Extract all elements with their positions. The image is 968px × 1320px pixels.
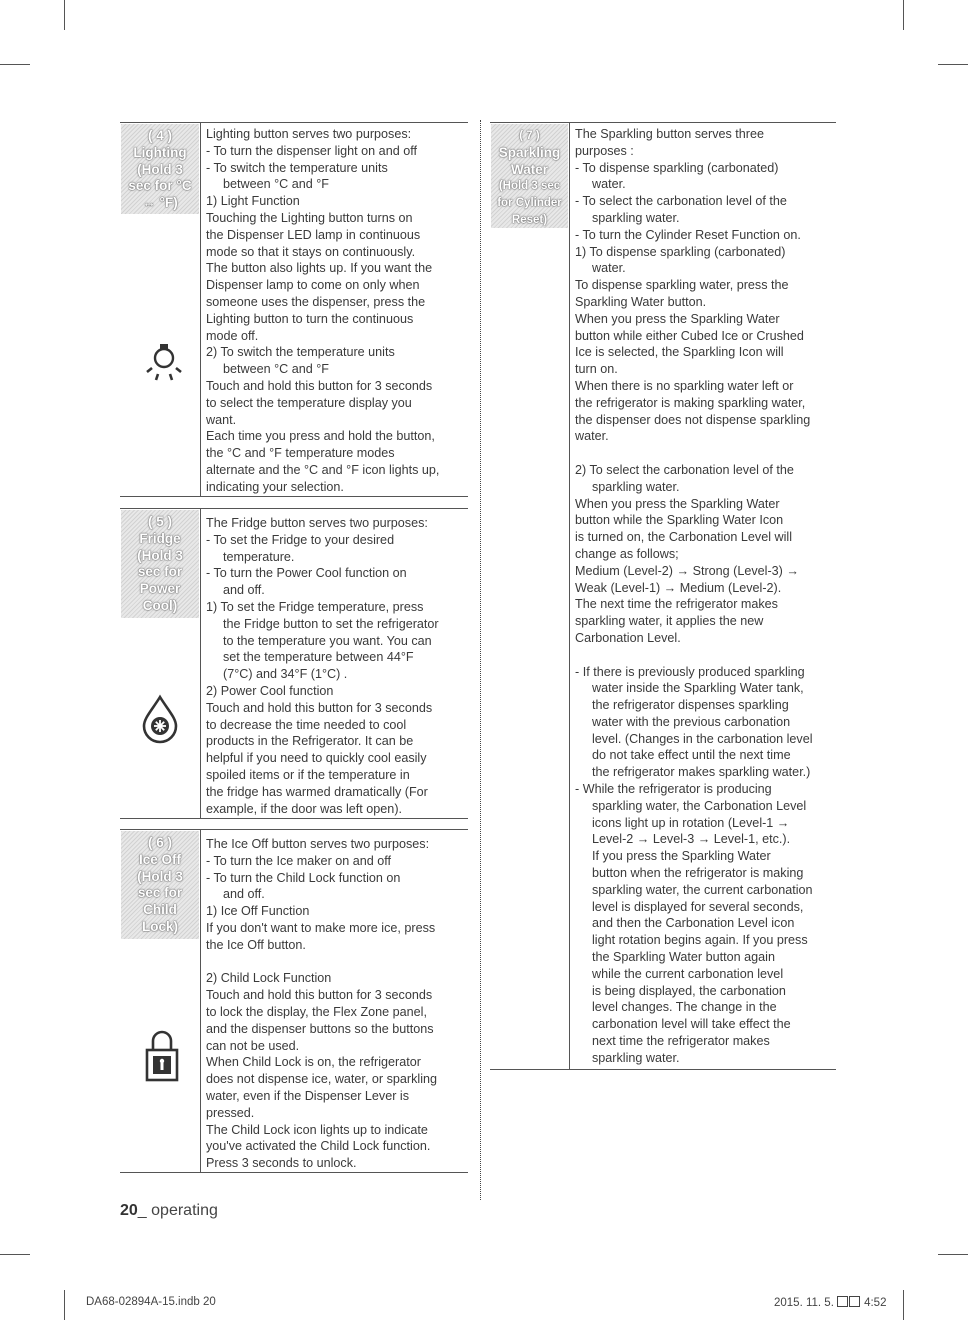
power-cool-droplet-icon bbox=[140, 694, 180, 749]
text-line: icons light up in rotation (Level-1 → bbox=[592, 815, 790, 830]
text-line: and off. bbox=[223, 583, 265, 598]
crop-mark bbox=[64, 0, 65, 30]
text-line: level changes. The change in the bbox=[592, 1000, 777, 1015]
text-line: change as follows; bbox=[575, 546, 679, 561]
text-line: mode so that it stays on continuously. bbox=[206, 244, 416, 259]
text-line: Weak (Level-1) → Medium (Level-2). bbox=[575, 580, 782, 595]
text-line: example, if the door was left open). bbox=[206, 801, 403, 816]
text-line: Press 3 seconds to unlock. bbox=[206, 1156, 357, 1171]
text-line: is turned on, the Carbonation Level will bbox=[575, 530, 793, 545]
text-line: sparkling water. bbox=[592, 479, 680, 494]
text-line: next time the refrigerator makes bbox=[592, 1034, 770, 1049]
text-line: the Ice Off button. bbox=[206, 937, 306, 952]
text-line: 2) To switch the temperature units bbox=[206, 345, 395, 360]
text-line: the Dispenser LED lamp in continuous bbox=[206, 227, 421, 242]
text-line: If you press the Sparkling Water bbox=[592, 849, 771, 864]
text-line: the °C and °F temperature modes bbox=[206, 446, 395, 461]
print-date: 2015. 11. 5. 4:52 bbox=[774, 1297, 887, 1309]
text-line: - To turn the dispenser light on and off bbox=[206, 143, 417, 158]
text-line: level. (Changes in the carbonation level bbox=[592, 731, 813, 746]
text-line: the Fridge button to set the refrigerator bbox=[223, 616, 439, 631]
sparkling-label: ( 7 ) Sparkling Water (Hold 3 sec for Cylinder Reset) bbox=[491, 124, 568, 228]
text-line: button while either Cubed Ice or Crushed bbox=[575, 328, 804, 343]
text-line: (7°C) and 34°F (1°C) . bbox=[223, 667, 348, 682]
text-line bbox=[575, 647, 813, 664]
text-line: Lighting button to turn the continuous bbox=[206, 311, 414, 326]
text-line: - While the refrigerator is producing bbox=[575, 782, 772, 797]
text-line: to decrease the time needed to cool bbox=[206, 717, 407, 732]
text-line: purposes : bbox=[575, 143, 634, 158]
text-line: Touching the Lighting button turns on bbox=[206, 210, 413, 225]
text-line: Level-2 → Level-3 → Level-1, etc.). bbox=[592, 832, 791, 847]
text-line: do not take effect until the next time bbox=[592, 748, 791, 763]
text-line: the fridge has warmed dramatically (For bbox=[206, 784, 428, 799]
text-line: The Fridge button serves two purposes: bbox=[206, 516, 428, 530]
text-line: - To turn the Ice maker on and off bbox=[206, 853, 392, 868]
text-line: When you press the Sparkling Water bbox=[575, 496, 780, 511]
text-line: sparkling water, the Carbonation Level bbox=[592, 798, 807, 813]
crop-mark bbox=[0, 1254, 30, 1255]
text-line: water inside the Sparkling Water tank, bbox=[592, 681, 804, 696]
text-line: button while the Sparkling Water Icon bbox=[575, 513, 784, 528]
text-line: To dispense sparkling water, press the bbox=[575, 278, 789, 293]
text-line: The next time the refrigerator makes bbox=[575, 597, 778, 612]
text-line: When there is no sparkling water left or bbox=[575, 378, 794, 393]
crop-mark bbox=[938, 1254, 968, 1255]
text-line: Touch and hold this button for 3 seconds bbox=[206, 700, 433, 715]
text-line: Sparkling Water button. bbox=[575, 294, 707, 309]
crop-mark bbox=[0, 64, 30, 65]
text-line: The Sparkling button serves three bbox=[575, 127, 765, 141]
lighting-label: ( 4 ) Lighting (Hold 3 sec for °C ↔ °F) bbox=[121, 124, 199, 214]
lighting-description bbox=[206, 126, 439, 496]
text-line: water. bbox=[592, 261, 626, 276]
text-line: turn on. bbox=[575, 362, 618, 377]
text-line: 2) Power Cool function bbox=[206, 683, 334, 698]
crop-mark bbox=[938, 64, 968, 65]
text-line bbox=[206, 954, 437, 971]
text-line: button when the refrigerator is making bbox=[592, 866, 804, 881]
text-line: Ice is selected, the Sparkling Icon will bbox=[575, 345, 784, 360]
text-line: 2) Child Lock Function bbox=[206, 971, 332, 986]
text-line bbox=[575, 445, 813, 462]
text-line: - To dispense sparkling (carbonated) bbox=[575, 160, 779, 175]
text-line: 1) Light Function bbox=[206, 194, 300, 209]
text-line: Dispenser lamp to come on only when bbox=[206, 278, 420, 293]
text-line: - To turn the Power Cool function on bbox=[206, 566, 407, 581]
text-line: and off. bbox=[223, 887, 265, 902]
text-line: 1) To set the Fridge temperature, press bbox=[206, 599, 424, 614]
text-line: the refrigerator dispenses sparkling bbox=[592, 698, 789, 713]
file-info: DA68-02894A-15.indb 20 bbox=[86, 1296, 216, 1308]
text-line: the refrigerator is making sparkling water, bbox=[575, 395, 806, 410]
text-line: and then the Carbonation Level icon bbox=[592, 916, 795, 931]
text-line: water with the previous carbonation bbox=[592, 714, 791, 729]
text-line: to select the temperature display you bbox=[206, 395, 412, 410]
text-line: you've activated the Child Lock function. bbox=[206, 1139, 431, 1154]
text-line: Medium (Level-2) → Strong (Level-3) → bbox=[575, 563, 799, 578]
text-line: to lock the display, the Flex Zone panel, bbox=[206, 1004, 427, 1019]
text-line: indicating your selection. bbox=[206, 479, 344, 494]
text-line: pressed. bbox=[206, 1105, 255, 1120]
text-line: alternate and the °C and °F icon lights up, bbox=[206, 462, 440, 477]
text-line: water, even if the Dispenser Lever is bbox=[206, 1088, 410, 1103]
fridge-label: ( 5 ) Fridge (Hold 3 sec for Power Cool) bbox=[121, 510, 199, 618]
text-line: Each time you press and hold the button, bbox=[206, 429, 435, 444]
text-line: The Ice Off button serves two purposes: bbox=[206, 837, 430, 851]
text-line: Lighting button serves two purposes: bbox=[206, 127, 412, 141]
text-line: - To switch the temperature units bbox=[206, 160, 388, 175]
text-line: carbonation level will take effect the bbox=[592, 1017, 791, 1032]
text-line: someone uses the dispenser, press the bbox=[206, 294, 426, 309]
text-line: temperature. bbox=[223, 549, 295, 564]
text-line: Carbonation Level. bbox=[575, 630, 681, 645]
crop-mark bbox=[903, 1290, 904, 1320]
text-line: - If there is previously produced sparkling bbox=[575, 664, 805, 679]
text-line: 2) To select the carbonation level of the bbox=[575, 462, 794, 477]
text-line: the refrigerator makes sparkling water.) bbox=[592, 765, 811, 780]
sparkling-description bbox=[575, 126, 813, 1067]
text-line: between °C and °F bbox=[223, 362, 329, 377]
text-line: The button also lights up. If you want the bbox=[206, 261, 433, 276]
page-box-icon bbox=[849, 1296, 860, 1307]
text-line: and the dispenser buttons so the buttons bbox=[206, 1021, 434, 1036]
text-line: helpful if you need to quickly cool easily bbox=[206, 751, 427, 766]
text-line: sparkling water, it applies the new bbox=[575, 614, 764, 629]
text-line: sparkling water. bbox=[592, 1050, 680, 1065]
text-line: light rotation begins again. If you press bbox=[592, 933, 808, 948]
text-line: spoiled items or if the temperature in bbox=[206, 767, 410, 782]
light-bulb-icon bbox=[140, 338, 188, 391]
text-line: The Child Lock icon lights up to indicate bbox=[206, 1122, 428, 1137]
text-line: 1) Ice Off Function bbox=[206, 904, 310, 919]
section-name: _ operating bbox=[137, 1202, 218, 1219]
text-line: Touch and hold this button for 3 seconds bbox=[206, 988, 433, 1003]
page-number: 20 bbox=[120, 1202, 138, 1219]
fridge-description bbox=[206, 515, 439, 817]
iceoff-description bbox=[206, 836, 437, 1172]
text-line: sparkling water, the current carbonation bbox=[592, 882, 813, 897]
text-line: water. bbox=[592, 177, 626, 192]
text-line: Touch and hold this button for 3 seconds bbox=[206, 378, 433, 393]
text-line: products in the Refrigerator. It can be bbox=[206, 734, 414, 749]
text-line: does not dispense ice, water, or sparkling bbox=[206, 1072, 438, 1087]
text-line: while the current carbonation level bbox=[592, 966, 784, 981]
child-lock-padlock-icon bbox=[144, 1028, 180, 1089]
text-line: When Child Lock is on, the refrigerator bbox=[206, 1055, 421, 1070]
text-line: When you press the Sparkling Water bbox=[575, 311, 780, 326]
iceoff-label: ( 6 ) Ice Off (Hold 3 sec for Child Lock) bbox=[121, 831, 199, 939]
text-line: can not be used. bbox=[206, 1038, 300, 1053]
text-line: - To turn the Child Lock function on bbox=[206, 870, 401, 885]
crop-mark bbox=[64, 1290, 65, 1320]
text-line: If you don't want to make more ice, press bbox=[206, 920, 436, 935]
text-line: to the temperature you want. You can bbox=[223, 633, 432, 648]
text-line: the dispenser does not dispense sparkling bbox=[575, 412, 811, 427]
text-line: water. bbox=[575, 429, 609, 444]
text-line: the Sparkling Water button again bbox=[592, 950, 775, 965]
column-divider bbox=[480, 120, 481, 1200]
text-line: - To set the Fridge to your desired bbox=[206, 532, 395, 547]
text-line: - To select the carbonation level of the bbox=[575, 194, 787, 209]
page-footer bbox=[120, 1202, 218, 1220]
text-line: between °C and °F bbox=[223, 177, 329, 192]
text-line: level is displayed for several seconds, bbox=[592, 899, 804, 914]
text-line: - To turn the Cylinder Reset Function on. bbox=[575, 227, 801, 242]
text-line: want. bbox=[206, 412, 237, 427]
page-box-icon bbox=[837, 1296, 848, 1307]
text-line: is being displayed, the carbonation bbox=[592, 983, 786, 998]
text-line: sparkling water. bbox=[592, 210, 680, 225]
crop-mark bbox=[903, 0, 904, 30]
text-line: set the temperature between 44°F bbox=[223, 650, 414, 665]
text-line: mode off. bbox=[206, 328, 259, 343]
text-line: 1) To dispense sparkling (carbonated) bbox=[575, 244, 786, 259]
